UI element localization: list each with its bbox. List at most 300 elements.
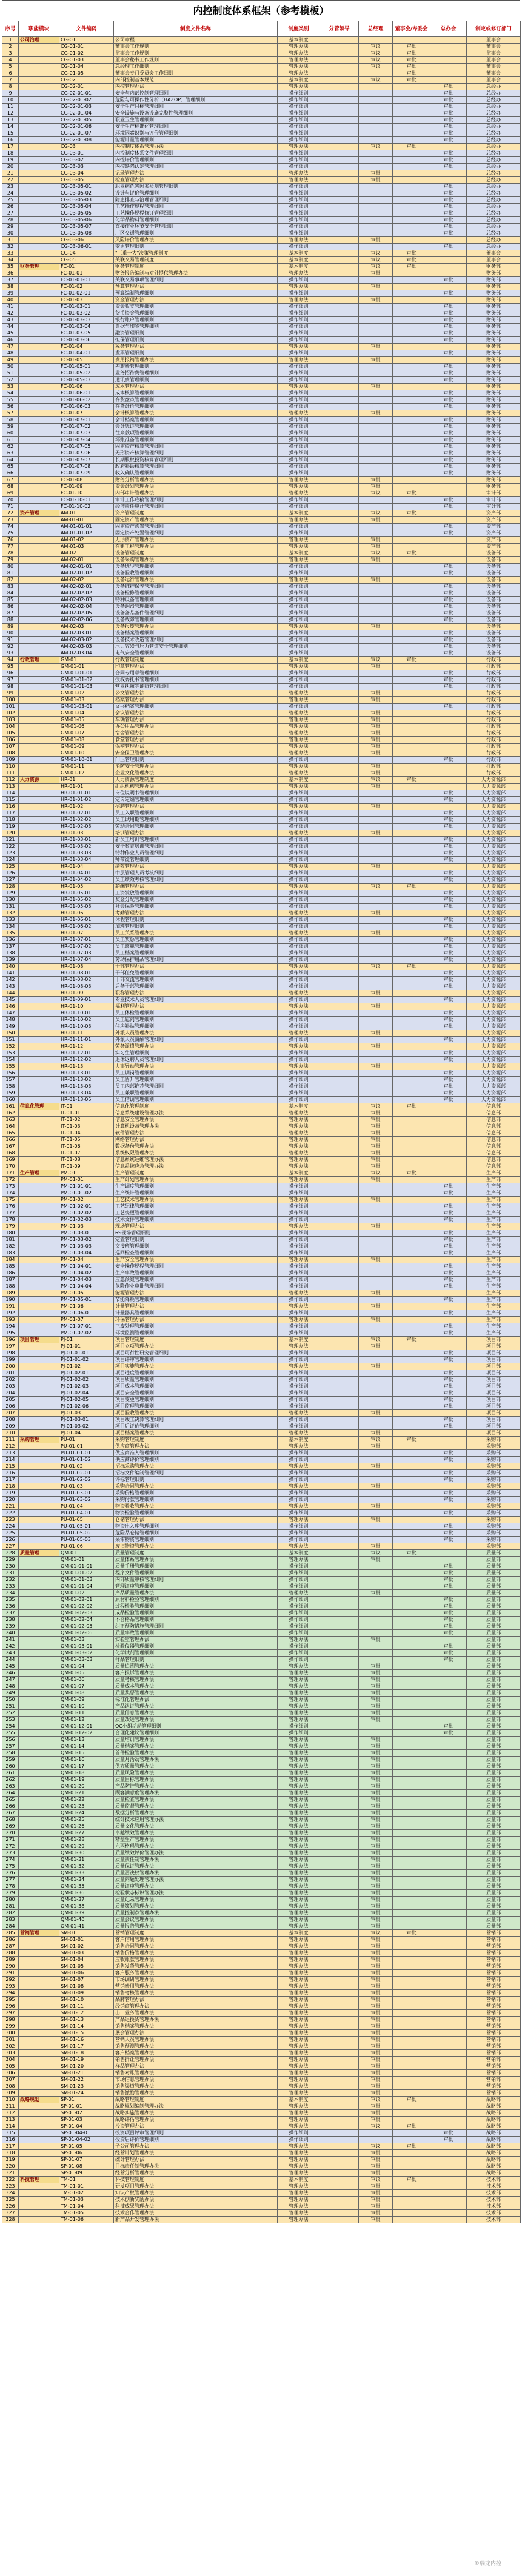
vice-approval [320, 1457, 359, 1463]
row-number: 26 [2, 204, 19, 210]
table-row [2, 137, 521, 144]
office-approval: 审批 [430, 1277, 467, 1283]
vice-approval [320, 324, 359, 330]
gm-approval [359, 977, 393, 983]
doc-type: 管理办法 [278, 1970, 320, 1977]
vice-approval [320, 1350, 359, 1357]
board-approval [393, 644, 430, 650]
office-approval: 审批 [430, 444, 467, 450]
office-approval: 审批 [430, 924, 467, 930]
table-row [2, 864, 521, 870]
row-number: 204 [2, 1390, 19, 1397]
doc-name: 质量策划管理办法 [114, 1903, 278, 1910]
gm-approval: 审批 [359, 1557, 393, 1563]
doc-type: 管理办法 [278, 697, 320, 704]
module-cell [19, 2157, 59, 2163]
row-number: 242 [2, 1643, 19, 1650]
vice-approval [320, 1323, 359, 1330]
office-approval: 审批 [430, 890, 467, 897]
doc-type: 管理办法 [278, 517, 320, 524]
doc-name: 项目质量管理细则 [114, 1377, 278, 1383]
doc-code: CG-01-01 [59, 44, 114, 50]
table-row [2, 1310, 521, 1317]
row-number: 164 [2, 1123, 19, 1130]
doc-type: 管理办法 [278, 2117, 320, 2123]
gm-approval: 审批 [359, 1543, 393, 1550]
gm-approval: 审批 [359, 930, 393, 937]
doc-type: 操作细则 [278, 204, 320, 210]
doc-type: 管理办法 [278, 784, 320, 790]
doc-name: 财务管理制度 [114, 264, 278, 270]
table-row [2, 217, 521, 224]
doc-name: 生产统计管理细则 [114, 1190, 278, 1197]
row-number: 3 [2, 50, 19, 57]
table-row [2, 550, 521, 557]
doc-type: 管理办法 [278, 297, 320, 304]
doc-name: 展会管理办法 [114, 2030, 278, 2037]
office-approval: 审批 [430, 824, 467, 830]
gm-approval: 审批 [359, 864, 393, 870]
doc-type: 管理办法 [278, 1303, 320, 1310]
table-row [2, 1270, 521, 1277]
module-cell [19, 190, 59, 197]
doc-code: QM-01-33 [59, 1870, 114, 1877]
doc-type: 管理办法 [278, 724, 320, 730]
gm-approval: 审批 [359, 624, 393, 630]
office-approval: 审批 [430, 1563, 467, 1570]
table-row [2, 684, 521, 690]
owner-dept: 总经办 [467, 224, 521, 230]
doc-type: 操作细则 [278, 890, 320, 897]
doc-name: 技术文件管理细则 [114, 1217, 278, 1223]
table-row [2, 1497, 521, 1503]
table-row [2, 130, 521, 137]
doc-type: 操作细则 [278, 1037, 320, 1043]
module-cell [19, 1197, 59, 1203]
doc-name: 印章管理办法 [114, 664, 278, 670]
row-number: 323 [2, 2183, 19, 2190]
gm-approval: 审批 [359, 1990, 393, 1997]
vice-approval [320, 1077, 359, 1083]
module-cell [19, 704, 59, 710]
gm-approval: 审批 [359, 1803, 393, 1810]
owner-dept: 营销部 [467, 2043, 521, 2050]
table-row [2, 2177, 521, 2183]
table-row [2, 1490, 521, 1497]
doc-code: CG-03-01 [59, 150, 114, 157]
board-approval [393, 924, 430, 930]
module-cell [19, 1223, 59, 1230]
office-approval [430, 37, 467, 44]
doc-code: GM-01 [59, 657, 114, 664]
office-approval [430, 77, 467, 84]
doc-code: QM-01-22 [59, 1797, 114, 1803]
owner-dept: 财务部 [467, 390, 521, 397]
doc-code: IT-01-03 [59, 1123, 114, 1130]
module-cell [19, 417, 59, 424]
row-number: 123 [2, 850, 19, 857]
owner-dept: 信息部 [467, 1157, 521, 1163]
row-number: 72 [2, 510, 19, 517]
row-number: 131 [2, 904, 19, 910]
table-row [2, 910, 521, 917]
owner-dept: 总经办 [467, 244, 521, 250]
doc-type: 操作细则 [278, 824, 320, 830]
doc-type: 操作细则 [278, 157, 320, 164]
doc-name: 内控管理办法 [114, 84, 278, 90]
owner-dept: 人力资源部 [467, 897, 521, 904]
table-row [2, 104, 521, 110]
header-cell: 总办会 [430, 21, 467, 37]
module-cell [19, 450, 59, 457]
vice-approval [320, 1530, 359, 1537]
doc-name: 存货盘点管理细则 [114, 397, 278, 404]
table-row [2, 150, 521, 157]
gm-approval [359, 1417, 393, 1423]
office-approval: 审批 [430, 137, 467, 144]
table-row [2, 1970, 521, 1977]
vice-approval [320, 690, 359, 697]
office-approval: 审批 [430, 1383, 467, 1390]
table-row [2, 1750, 521, 1757]
owner-dept: 采购部 [467, 1510, 521, 1517]
office-approval: 审批 [430, 1523, 467, 1530]
doc-code: QM-01-26 [59, 1823, 114, 1830]
gm-approval [359, 597, 393, 604]
gm-approval [359, 1530, 393, 1537]
module-cell [19, 2217, 59, 2223]
vice-approval [320, 1650, 359, 1657]
owner-dept: 质量部 [467, 1737, 521, 1743]
module-cell [19, 117, 59, 124]
gm-approval: 审议 [359, 550, 393, 557]
office-approval: 审批 [430, 277, 467, 284]
owner-dept: 战略部 [467, 2163, 521, 2170]
owner-dept: 采购部 [467, 1443, 521, 1450]
doc-code: GM-01-01-03 [59, 684, 114, 690]
doc-name: 设备选型管理细则 [114, 564, 278, 570]
vice-approval [320, 1190, 359, 1197]
doc-code: FC-01-07-02 [59, 424, 114, 430]
doc-code: SP-01-01 [59, 2103, 114, 2110]
module-cell [19, 1423, 59, 1430]
doc-name: "三重一大"决策管理制度 [114, 250, 278, 257]
office-approval: 审批 [430, 1037, 467, 1043]
doc-type: 操作细则 [278, 457, 320, 464]
vice-approval [320, 1903, 359, 1910]
table-row [2, 2097, 521, 2103]
module-cell [19, 304, 59, 310]
board-approval: 审批 [393, 1437, 430, 1443]
doc-name: 岗位说明书管理细则 [114, 790, 278, 797]
doc-code: AM-02-02-04 [59, 604, 114, 610]
row-number: 275 [2, 1863, 19, 1870]
board-approval [393, 504, 430, 510]
module-cell [19, 1383, 59, 1390]
board-approval [393, 2077, 430, 2083]
row-number: 278 [2, 1883, 19, 1890]
doc-name: 员工晋升管理细则 [114, 1077, 278, 1083]
module-cell [19, 177, 59, 184]
vice-approval [320, 1610, 359, 1617]
doc-type: 基本制度 [278, 1437, 320, 1443]
doc-code: PJ-01-02-01 [59, 1370, 114, 1377]
board-approval [393, 230, 430, 237]
owner-dept: 质量部 [467, 1577, 521, 1583]
doc-code: AM-02-03-02 [59, 637, 114, 644]
vice-approval [320, 1183, 359, 1190]
row-number: 302 [2, 2043, 19, 2050]
table-row [2, 2043, 521, 2050]
owner-dept: 采购部 [467, 1503, 521, 1510]
office-approval [430, 344, 467, 350]
doc-type: 管理办法 [278, 1670, 320, 1677]
owner-dept: 人力资源部 [467, 870, 521, 877]
gm-approval: 审批 [359, 517, 393, 524]
module-cell [19, 57, 59, 64]
board-approval: 审批 [393, 57, 430, 64]
doc-code: GM-01-04 [59, 710, 114, 717]
doc-code: QM-01-01-04 [59, 1583, 114, 1590]
office-approval [430, 657, 467, 664]
row-number: 253 [2, 1717, 19, 1723]
doc-type: 操作细则 [278, 1403, 320, 1410]
vice-approval [320, 564, 359, 570]
doc-type: 基本制度 [278, 1550, 320, 1557]
doc-code: SM-01-14 [59, 2023, 114, 2030]
gm-approval: 审批 [359, 1163, 393, 1170]
doc-name: 业务招待费管理细则 [114, 370, 278, 377]
office-approval [430, 1223, 467, 1230]
doc-type: 操作细则 [278, 1297, 320, 1303]
doc-name: 员工兼职管理细则 [114, 1090, 278, 1097]
gm-approval [359, 330, 393, 337]
doc-type: 操作细则 [278, 150, 320, 157]
table-row [2, 997, 521, 1003]
owner-dept: 质量部 [467, 1697, 521, 1703]
doc-code: SM-01-03 [59, 1950, 114, 1957]
doc-name: 检验仪器管理细则 [114, 1643, 278, 1650]
doc-type: 管理办法 [278, 1843, 320, 1850]
doc-type: 管理办法 [278, 690, 320, 697]
gm-approval: 审批 [359, 384, 393, 390]
board-approval [393, 2057, 430, 2063]
office-approval [430, 2103, 467, 2110]
owner-dept: 项目部 [467, 1397, 521, 1403]
doc-type: 管理办法 [278, 1557, 320, 1563]
row-number: 284 [2, 1923, 19, 1930]
doc-code: PJ-01-02-04 [59, 1390, 114, 1397]
owner-dept: 营销部 [467, 2023, 521, 2030]
doc-type: 操作细则 [278, 957, 320, 964]
doc-code: PU-01-04-01 [59, 1510, 114, 1517]
owner-dept: 人力资源部 [467, 997, 521, 1003]
board-approval [393, 177, 430, 184]
doc-type: 操作细则 [278, 1603, 320, 1610]
row-number: 24 [2, 190, 19, 197]
doc-type: 操作细则 [278, 1657, 320, 1663]
board-approval [393, 1943, 430, 1950]
table-row [2, 690, 521, 697]
office-approval: 审批 [430, 130, 467, 137]
gm-approval: 审批 [359, 2210, 393, 2217]
row-number: 31 [2, 237, 19, 244]
gm-approval: 审批 [359, 1123, 393, 1130]
doc-type: 操作细则 [278, 850, 320, 857]
table-row [2, 1603, 521, 1610]
owner-dept: 人力资源部 [467, 1083, 521, 1090]
owner-dept: 人力资源部 [467, 1010, 521, 1017]
gm-approval [359, 1563, 393, 1570]
gm-approval [359, 457, 393, 464]
office-approval [430, 2057, 467, 2063]
owner-dept: 人力资源部 [467, 910, 521, 917]
doc-type: 操作细则 [278, 137, 320, 144]
row-number: 42 [2, 310, 19, 317]
gm-approval [359, 1037, 393, 1043]
module-cell: 生产管理 [19, 1170, 59, 1177]
office-approval: 审批 [430, 1623, 467, 1630]
vice-approval [320, 1117, 359, 1123]
vice-approval [320, 1643, 359, 1650]
gm-approval: 审议 [359, 964, 393, 970]
module-cell [19, 164, 59, 170]
doc-name: 退休返聘人员管理细则 [114, 1057, 278, 1063]
board-approval [393, 437, 430, 444]
board-approval [393, 1310, 430, 1317]
owner-dept: 人力资源部 [467, 797, 521, 804]
doc-code: HR-01-13-02 [59, 1077, 114, 1083]
vice-approval [320, 1403, 359, 1410]
row-number: 303 [2, 2050, 19, 2057]
row-number: 137 [2, 944, 19, 950]
row-number: 29 [2, 224, 19, 230]
gm-approval [359, 870, 393, 877]
board-approval: 审批 [393, 2143, 430, 2150]
vice-approval [320, 1137, 359, 1143]
doc-code: QM-01-04 [59, 1663, 114, 1670]
table-row [2, 224, 521, 230]
doc-type: 操作细则 [278, 757, 320, 764]
vice-approval [320, 1217, 359, 1223]
module-cell [19, 1703, 59, 1710]
gm-approval [359, 1477, 393, 1483]
row-number: 76 [2, 537, 19, 544]
module-cell [19, 1970, 59, 1977]
office-approval: 审批 [430, 844, 467, 850]
module-cell [19, 1557, 59, 1563]
table-row [2, 830, 521, 837]
table-row [2, 1037, 521, 1043]
doc-type: 管理办法 [278, 50, 320, 57]
board-approval [393, 590, 430, 597]
board-approval [393, 1397, 430, 1403]
doc-code: IT-01-07 [59, 1150, 114, 1157]
doc-name: 员工离职管理细则 [114, 944, 278, 950]
table-row [2, 1477, 521, 1483]
doc-type: 操作细则 [278, 350, 320, 357]
gm-approval [359, 397, 393, 404]
vice-approval [320, 1797, 359, 1803]
office-approval: 审批 [430, 1450, 467, 1457]
table-row [2, 544, 521, 550]
row-number: 75 [2, 530, 19, 537]
office-approval [430, 477, 467, 484]
table-row [2, 717, 521, 724]
doc-code: FC-01-05 [59, 357, 114, 364]
doc-code: QM-01-03-03 [59, 1657, 114, 1663]
board-approval [393, 1890, 430, 1897]
board-approval [393, 630, 430, 637]
office-approval [430, 2063, 467, 2070]
gm-approval: 审批 [359, 1137, 393, 1143]
module-cell [19, 2110, 59, 2117]
doc-code: QM-01-21 [59, 1790, 114, 1797]
row-number: 5 [2, 64, 19, 70]
module-cell [19, 1123, 59, 1130]
vice-approval [320, 610, 359, 617]
gm-approval: 审批 [359, 1830, 393, 1837]
table-row [2, 1710, 521, 1717]
module-cell [19, 1603, 59, 1610]
module-cell [19, 1857, 59, 1863]
owner-dept: 财务部 [467, 397, 521, 404]
doc-type: 操作细则 [278, 364, 320, 370]
doc-type: 管理办法 [278, 1783, 320, 1790]
office-approval [430, 1543, 467, 1550]
vice-approval [320, 777, 359, 784]
doc-name: 招标采购管理办法 [114, 1463, 278, 1470]
gm-approval: 审批 [359, 1843, 393, 1850]
doc-name: 产品认证管理办法 [114, 1703, 278, 1710]
module-cell: 采购管理 [19, 1437, 59, 1443]
doc-type: 操作细则 [278, 1417, 320, 1423]
owner-dept: 战略部 [467, 2130, 521, 2137]
doc-name: 生产计划管理办法 [114, 1177, 278, 1183]
table-row [2, 570, 521, 577]
office-approval [430, 2050, 467, 2057]
module-cell [19, 284, 59, 290]
gm-approval: 审批 [359, 2197, 393, 2203]
vice-approval [320, 1150, 359, 1157]
board-approval [393, 910, 430, 917]
table-row [2, 90, 521, 97]
owner-dept: 营销部 [467, 2070, 521, 2077]
doc-type: 管理办法 [278, 270, 320, 277]
board-approval [393, 950, 430, 957]
doc-code: QM-01-02-02 [59, 1603, 114, 1610]
table-row [2, 1897, 521, 1903]
module-cell [19, 484, 59, 490]
vice-approval [320, 1377, 359, 1383]
doc-name: 生产调度管理细则 [114, 1183, 278, 1190]
doc-name: 客户服务管理办法 [114, 1970, 278, 1977]
module-cell [19, 357, 59, 364]
module-cell [19, 1670, 59, 1677]
gm-approval [359, 2137, 393, 2143]
board-approval [393, 990, 430, 997]
gm-approval [359, 124, 393, 130]
gm-approval: 审批 [359, 2203, 393, 2210]
module-cell [19, 157, 59, 164]
board-approval [393, 544, 430, 550]
doc-code: SM-01-15 [59, 2030, 114, 2037]
module-cell [19, 1637, 59, 1643]
table-row [2, 590, 521, 597]
vice-approval [320, 797, 359, 804]
office-approval [430, 1757, 467, 1763]
module-cell [19, 324, 59, 330]
